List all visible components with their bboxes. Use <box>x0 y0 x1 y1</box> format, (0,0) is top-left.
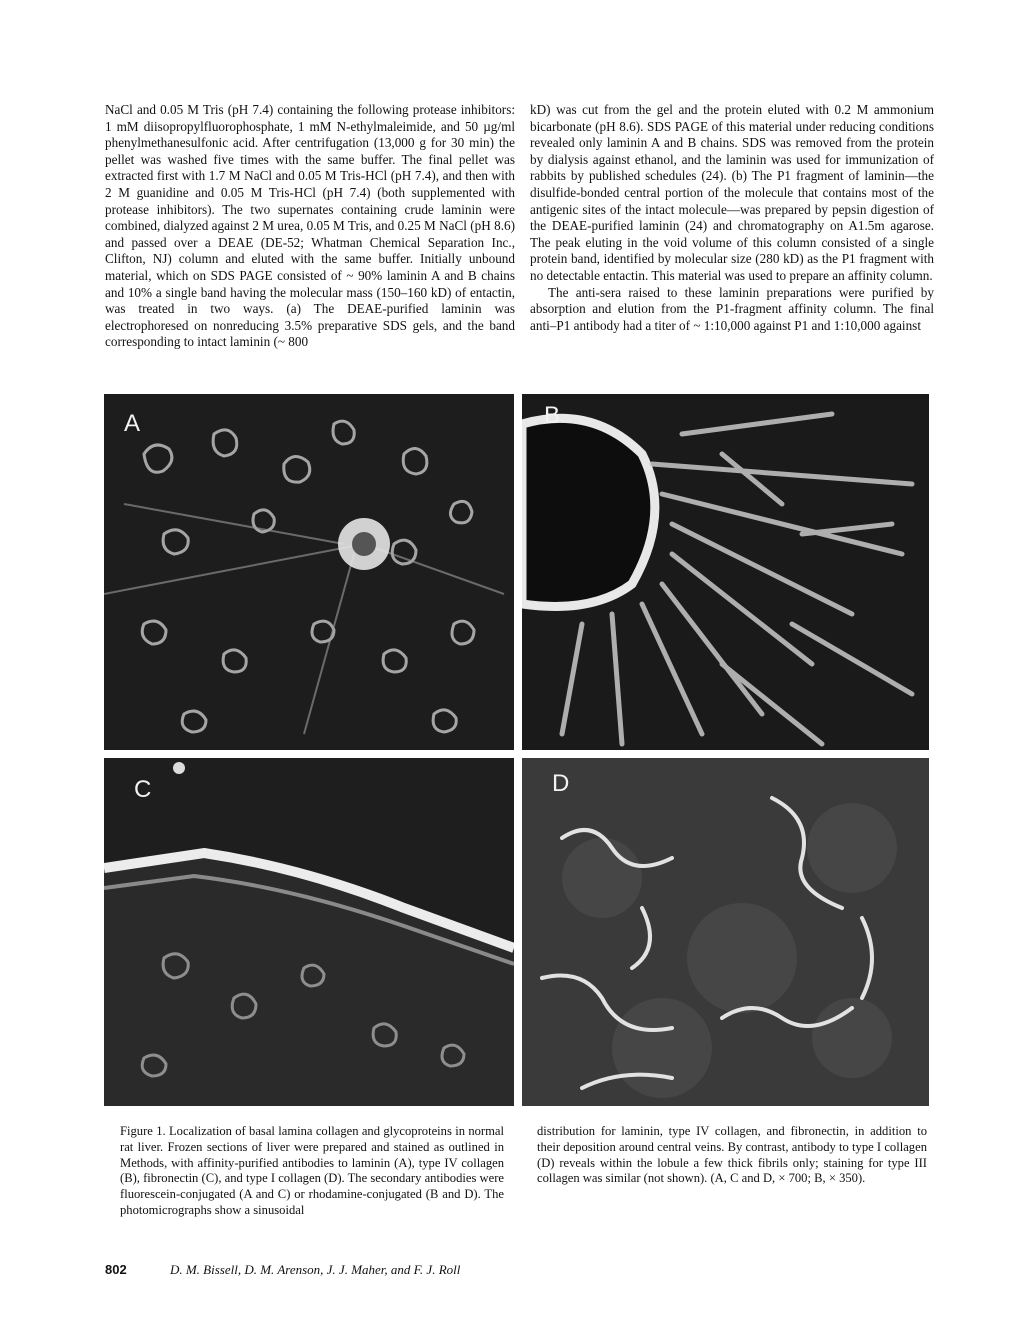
micrograph-panel-c <box>104 758 514 1106</box>
micrograph-panel-b <box>522 394 929 750</box>
panel-label-c: C <box>134 776 152 803</box>
panel-label-a: A <box>124 410 141 437</box>
figure-caption-right <box>537 1124 927 1187</box>
right-text-column <box>530 102 934 334</box>
micrograph-d-image <box>522 758 929 1106</box>
figure-caption-left <box>120 1124 504 1219</box>
micrograph-c-image <box>104 758 514 1106</box>
page-number: 802 <box>105 1262 127 1277</box>
micrograph-b-image <box>522 394 929 750</box>
panel-label-b: B <box>544 402 561 429</box>
micrograph-panel-a <box>104 394 514 750</box>
left-text-column <box>105 102 515 351</box>
body-paragraph: The anti-sera raised to these laminin preparations were purified by absorption and elution from the P1-fragment affinity column. The final anti–P1 antibody had a titer of ~ 1:10,000 against P1 and 1:10,000 against <box>530 284 934 333</box>
caption-text: Figure 1. Localization of basal lamina collagen and glycoproteins in normal rat liver. Frozen sections of liver were prepared and stained as outlined in Methods, with affinity-purified antibodies to laminin (A), type IV collagen (B), fibronectin (C), and type I collagen (D). The secondary antibodies were fluorescein-conjugated (A and C) or rhodamine-conjugated (B and D). The photomicrographs show a sinusoidal <box>120 1124 504 1217</box>
running-authors: D. M. Bissell, D. M. Arenson, J. J. Maher, and F. J. Roll <box>169 1262 461 1277</box>
body-paragraph: NaCl and 0.05 M Tris (pH 7.4) containing the following protease inhibitors: 1 mM diisopropylfluorophosphate, 1 mM N-ethylmaleimide, and 50 µg/ml phenylmethanesulfonic acid. After centrifugation (13,000 g for 30 min) the pellet was washed five times with the same buffer. The final pellet was extracted first with 1.7 M NaCl and 0.05 M Tris-HCl (pH 7.4), and then with 2 M guanidine and 0.05 M Tris-HCl (pH 7.4) (both supplemented with protease inhibitors). The two supernates containing crude laminin were combined, dialyzed against 2 M urea, 0.05 M Tris, and 0.25 M NaCl (pH 8.6) and passed over a DEAE (DE-52; Whatman Chemical Separation Inc., Clifton, NJ) column and eluted with the same buffer. Initially unbound material, which on SDS PAGE consisted of ~ 90% laminin A and B chains and 10% a single band having the molecular mass (150–160 kD) of entactin, was treated in two ways. (a) The DEAE-purified laminin was electrophoresed on nonreducing 3.5% preparative SDS gels, and the band corresponding to intact laminin (~ 800 <box>105 102 515 350</box>
micrograph-a-image <box>104 394 514 750</box>
micrograph-panel-d <box>522 758 929 1106</box>
body-paragraph: kD) was cut from the gel and the protein eluted with 0.2 M ammonium bicarbonate (pH 8.6). SDS PAGE of this material under reducing conditions revealed only laminin A and B chains. SDS was removed from the protein by dialysis against ethanol, and the laminin was used for immunization of rabbits by published schedules (24). (b) The P1 fragment of laminin—the disulfide-bonded central portion of the molecule that contains most of the antigenic sites of the intact molecule—was prepared by pepsin digestion of the DEAE-purified laminin (24) and chromatography on A1.5m agarose. The peak eluting in the void volume of this column consisted of a single protein band, identified by molecular size (280 kD) as the P1 fragment with no detectable entactin. This material was used to prepare an affinity column. <box>530 102 934 283</box>
panel-label-d: D <box>552 770 570 797</box>
page-footer <box>105 1262 460 1278</box>
caption-text: distribution for laminin, type IV collagen, and fibronectin, in addition to their deposition around central veins. By contrast, antibody to type I collagen (D) reveals within the lobule a few thick fibrils only; staining for type III collagen was similar (not shown). (A, C and D, × 700; B, × 350). <box>537 1124 927 1186</box>
